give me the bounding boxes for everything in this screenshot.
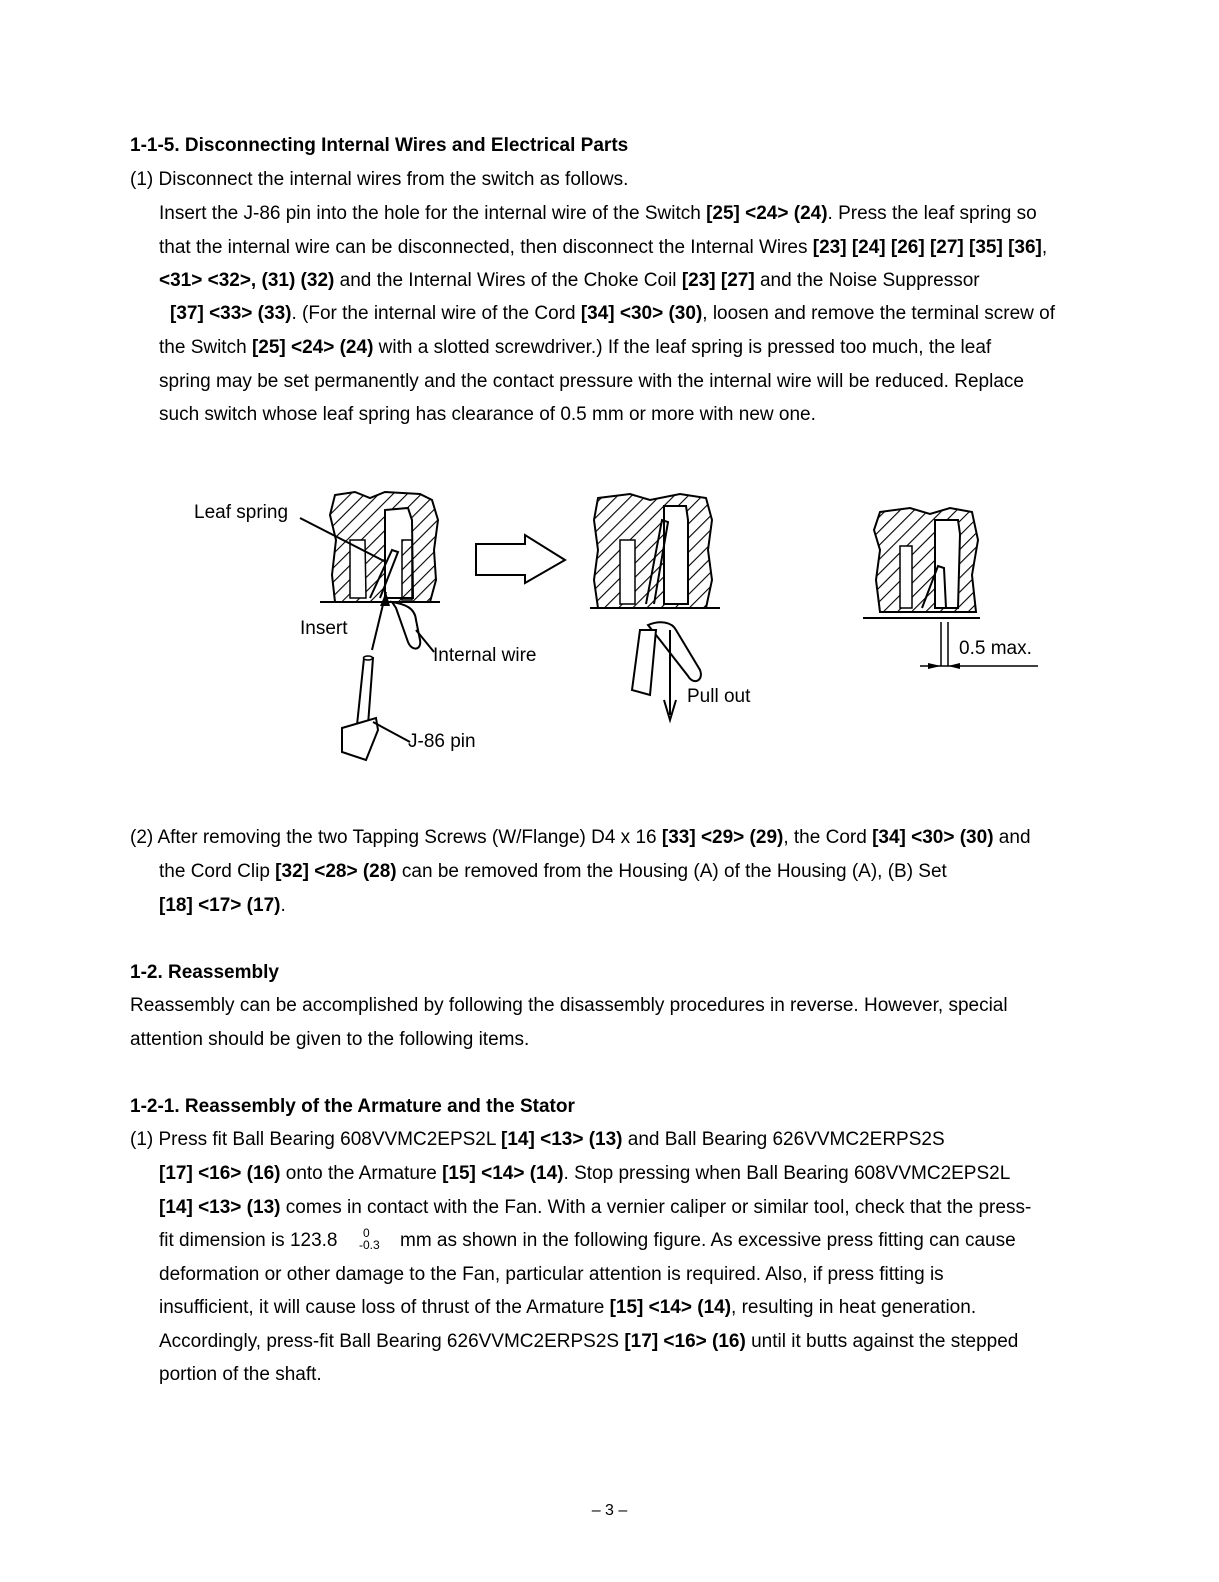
text: , — [1041, 237, 1048, 258]
paragraph-line — [159, 337, 991, 359]
part-ref: [25] <24> (24) — [251, 337, 374, 358]
section-heading-1-2-1: 1-2-1. Reassembly of the Armature and the Stator — [130, 1096, 575, 1117]
part-ref: [34] <30> (30) — [580, 303, 703, 324]
part-ref: <31> <32>, (31) (32) — [159, 270, 335, 291]
text: and — [993, 827, 1031, 848]
part-ref: [23] [24] [26] [27] [35] [36] — [812, 237, 1042, 258]
label-pull-out: Pull out — [687, 686, 751, 707]
part-ref: [37] <33> (33) — [170, 303, 292, 324]
paragraph-line: deformation or other damage to the Fan, particular attention is required. Also, if press fitting is — [159, 1264, 944, 1285]
switch-housing-clearance — [863, 508, 980, 618]
leader-line — [373, 722, 410, 742]
text: Insert the J-86 pin into the hole for the internal wire of the Switch — [159, 203, 707, 224]
text: . — [280, 895, 286, 916]
text: , resulting in heat generation. — [731, 1297, 977, 1318]
part-ref: [14] <13> (13) — [159, 1197, 281, 1218]
part-ref: [14] <13> (13) — [501, 1129, 623, 1150]
part-ref: [33] <29> (29) — [661, 827, 784, 848]
text: the Switch — [159, 337, 252, 358]
page-number: – 3 – — [591, 1502, 628, 1519]
part-ref: [34] <30> (30) — [872, 827, 994, 848]
tolerance-lower: -0.3 — [359, 1238, 380, 1252]
text: and the Noise Suppressor — [754, 270, 980, 291]
section-heading-1-2: 1-2. Reassembly — [130, 962, 279, 983]
text: . (For the internal wire of the Cord — [291, 303, 581, 324]
text: that the internal wire can be disconnected, then disconnect the Internal Wires — [159, 237, 813, 258]
switch-housing-insert — [320, 492, 440, 602]
part-ref: [32] <28> (28) — [275, 861, 397, 882]
paragraph-line — [170, 303, 1055, 325]
arrow-head — [928, 663, 941, 669]
leaf-spring-figure — [180, 480, 1060, 780]
part-ref: [23] [27] — [681, 270, 755, 291]
text: insufficient, it will cause loss of thrust of the Armature — [159, 1297, 610, 1318]
paragraph-line — [159, 1163, 1010, 1185]
paragraph-line: spring may be set permanently and the contact pressure with the internal wire will be reduced. Replace — [159, 371, 1024, 392]
part-ref: [18] <17> (17) — [159, 895, 281, 916]
label-clearance: 0.5 max. — [959, 638, 1032, 659]
step-1-intro: (1) Disconnect the internal wires from the switch as follows. — [130, 169, 629, 190]
paragraph-line: mm as shown in the following figure. As excessive press fitting can cause — [400, 1230, 1016, 1251]
wire-plug — [632, 630, 656, 695]
label-j86-pin: J-86 pin — [408, 731, 476, 752]
text: and the Internal Wires of the Choke Coil — [334, 270, 682, 291]
paragraph-line — [159, 861, 947, 883]
paragraph-line: Reassembly can be accomplished by following the disassembly procedures in reverse. However, special — [130, 995, 1008, 1016]
transition-arrow — [476, 535, 565, 583]
paragraph-line — [159, 1297, 976, 1319]
internal-wire-shape — [392, 602, 420, 649]
arrow-head — [948, 663, 960, 669]
j86-pin-shape — [342, 656, 378, 760]
text: , the Cord — [783, 827, 873, 848]
label-leaf-spring: Leaf spring — [194, 502, 289, 523]
paragraph-line — [159, 237, 1047, 259]
text: with a slotted screwdriver.) If the leaf spring is pressed too much, the leaf — [373, 337, 992, 358]
step-2-line — [130, 827, 1031, 849]
paragraph-line — [159, 1197, 1031, 1219]
text: (2) After removing the two Tapping Screws (W/Flange) D4 x 16 — [130, 827, 662, 848]
paragraph-line: portion of the shaft. — [159, 1364, 322, 1385]
label-internal-wire: Internal wire — [433, 645, 537, 666]
text: can be removed from the Housing (A) of the Housing (A), (B) Set — [396, 861, 947, 882]
part-ref: [17] <16> (16) — [624, 1331, 746, 1352]
text: onto the Armature — [280, 1163, 443, 1184]
text: and Ball Bearing 626VVMC2ERPS2S — [622, 1129, 945, 1150]
paragraph-line: attention should be given to the following items. — [130, 1029, 530, 1050]
paragraph-line — [159, 203, 1037, 225]
part-ref: [25] <24> (24) — [706, 203, 828, 224]
switch-housing-pullout — [590, 494, 720, 608]
text: . Press the leaf spring so — [827, 203, 1037, 224]
section-heading-1-1-5: 1-1-5. Disconnecting Internal Wires and Electrical Parts — [130, 135, 629, 156]
paragraph-line — [159, 270, 980, 292]
paragraph-line — [130, 1129, 945, 1151]
part-ref: [17] <16> (16) — [159, 1163, 281, 1184]
paragraph-line — [159, 895, 286, 917]
label-insert: Insert — [300, 618, 348, 639]
text: . Stop pressing when Ball Bearing 608VVMC2EPS2L — [563, 1163, 1011, 1184]
text: (1) Press fit Ball Bearing 608VVMC2EPS2L — [130, 1129, 502, 1150]
paragraph-line — [159, 1331, 1018, 1353]
text: Accordingly, press-fit Ball Bearing 626VVMC2ERPS2S — [159, 1331, 625, 1352]
paragraph-line: such switch whose leaf spring has clearance of 0.5 mm or more with new one. — [159, 404, 816, 425]
paragraph-line: fit dimension is 123.8 — [159, 1230, 338, 1251]
part-ref: [15] <14> (14) — [609, 1297, 732, 1318]
text: comes in contact with the Fan. With a vernier caliper or similar tool, check that the press- — [280, 1197, 1032, 1218]
tolerance-upper: 0 — [363, 1226, 370, 1240]
part-ref: [15] <14> (14) — [442, 1163, 564, 1184]
text: the Cord Clip — [159, 861, 276, 882]
text: until it butts against the stepped — [745, 1331, 1019, 1352]
text: , loosen and remove the terminal screw of — [702, 303, 1056, 324]
